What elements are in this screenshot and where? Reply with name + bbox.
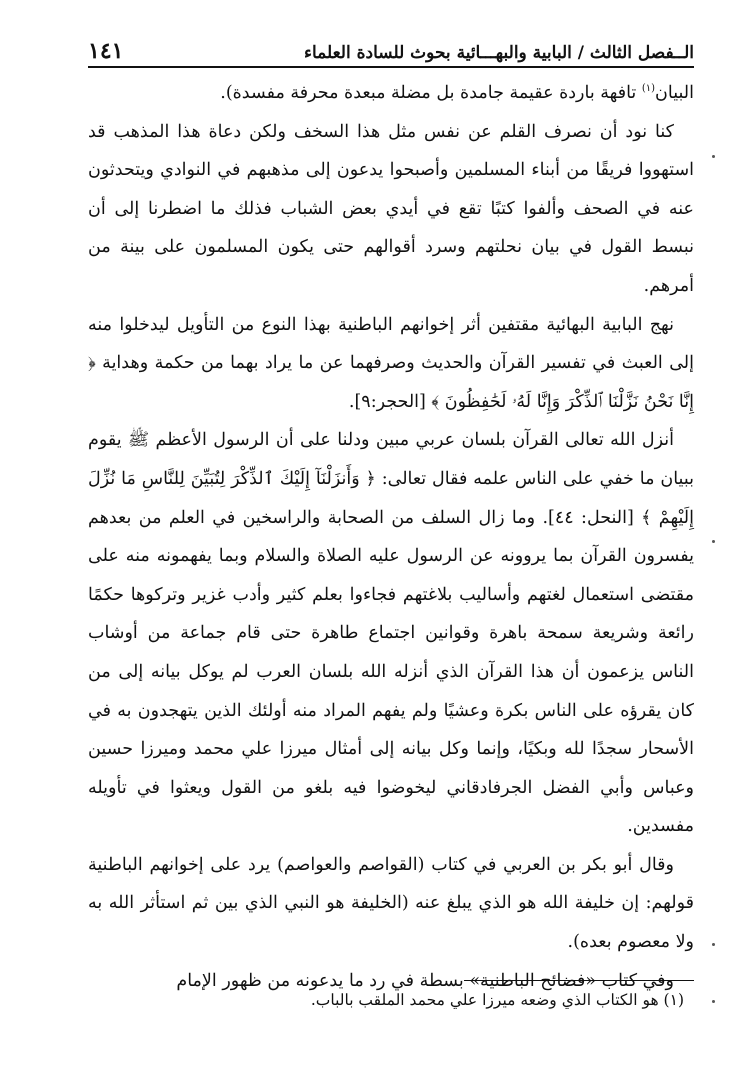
paragraph [88,113,694,306]
footnote: (١) هو الكتاب الذي وضعه ميرزا علي محمد الملقب بالباب. [310,991,684,1009]
paragraph-text: البيان [655,83,694,103]
paragraph-text: وفي كتاب «فضائح الباطنية» بسطة في رد ما يدعونه من ظهور الإمام [176,970,674,991]
paragraph-text: كنا نود أن نصرف القلم عن نفس مثل هذا السخف ولكن دعاة هذا المذهب قد استهووا فريقًا من أبناء المسلمين وأصبحوا يدعون إلى مذهبهم في النوادي ويتحدثون عنه في الصحف وألفوا كتبًا تقع في أيدي بعض الشباب فذلك ما اضطرنا إلى أن نبسط القول في بيان نحلتهم وسرد أقوالهم حتى يكون المسلمون على بينة من أمرهم. [88,121,694,296]
page-header [88,34,694,68]
page-number: ١٤١ [88,38,124,64]
margin-dot [712,1000,715,1003]
paragraph-text: أنزل الله تعالى القرآن بلسان عربي مبين ودلنا على أن الرسول الأعظم ﷺ يقوم ببيان ما خفي على الناس علمه فقال تعالى: ﴿ وَأَنزَلْنَآ إِلَيْكَ ٱلذِّكْرَ لِتُبَيِّنَ لِلنَّاسِ مَا نُزِّلَ إِلَيْهِمْ ﴾ [النحل: ٤٤]. وما زال السلف من الصحابة والراسخين في العلم من بعدهم يفسرون القرآن بما يروونه عن الرسول عليه الصلاة والسلام وبما يفهمونه منه على مقتضى استعمال لغتهم وأساليب بلاغتهم فجاءوا بعلم كثير وأدب غزير وتركوها حكمًا رائعة وشريعة سمحة باهرة وقوانين اجتماع طاهرة حتى قام جماعة من أوشاب الناس يزعمون أن هذا القرآن الذي أنزله الله بلسان العرب لم يوكل بيانه إلى من كان يقرؤه على الناس بكرة وعشيًا ولم يفهم المراد منه أولئك الذين يتهجدون به في الأسحار سجدًا لله وبكيًا، وإنما وكل بيانه إلى أمثال ميرزا علي محمد وميرزا حسين وعباس وأبي الفضل الجرفادقاني ليخوضوا فيه بلغو من القول ويعثوا في تأويله مفسدين. [88,430,694,837]
paragraph [88,306,694,422]
margin-dot [712,540,715,543]
paragraph [88,74,694,113]
paragraph-text: نهج البابية البهائية مقتفين أثر إخوانهم الباطنية بهذا النوع من التأويل ليدخلوا منه إلى العبث في تفسير القرآن والحديث وصرفهما عن ما يراد بهما من حكمة وهداية ﴿ إِنَّا نَحْنُ نَزَّلْنَا ٱلذِّكْرَ وَإِنَّا لَهُۥ لَحَٰفِظُونَ ﴾ [الحجر:٩]. [88,314,694,412]
paragraph [88,846,694,962]
body-text [88,74,694,1000]
footnote-reference: (١) [641,83,656,95]
paragraph-text: وقال أبو بكر بن العربي في كتاب (القواصم والعواصم) يرد على إخوانهم الباطنية قولهم: إن خليفة الله هو الذي يبلغ عنه (الخليفة هو النبي الذي بين ثم استأثر الله به ولا معصوم بعده). [88,854,694,953]
margin-dot [712,943,715,946]
paragraph-text: تافهة باردة عقيمة جامدة بل مضلة مبعدة محرفة مفسدة). [220,83,642,103]
margin-dot [712,155,715,158]
paragraph [88,421,694,846]
running-title: الــفصل الثالث / البابية والبهـــائية بحوث للسادة العلماء [303,43,694,63]
footnote-divider [464,980,694,981]
